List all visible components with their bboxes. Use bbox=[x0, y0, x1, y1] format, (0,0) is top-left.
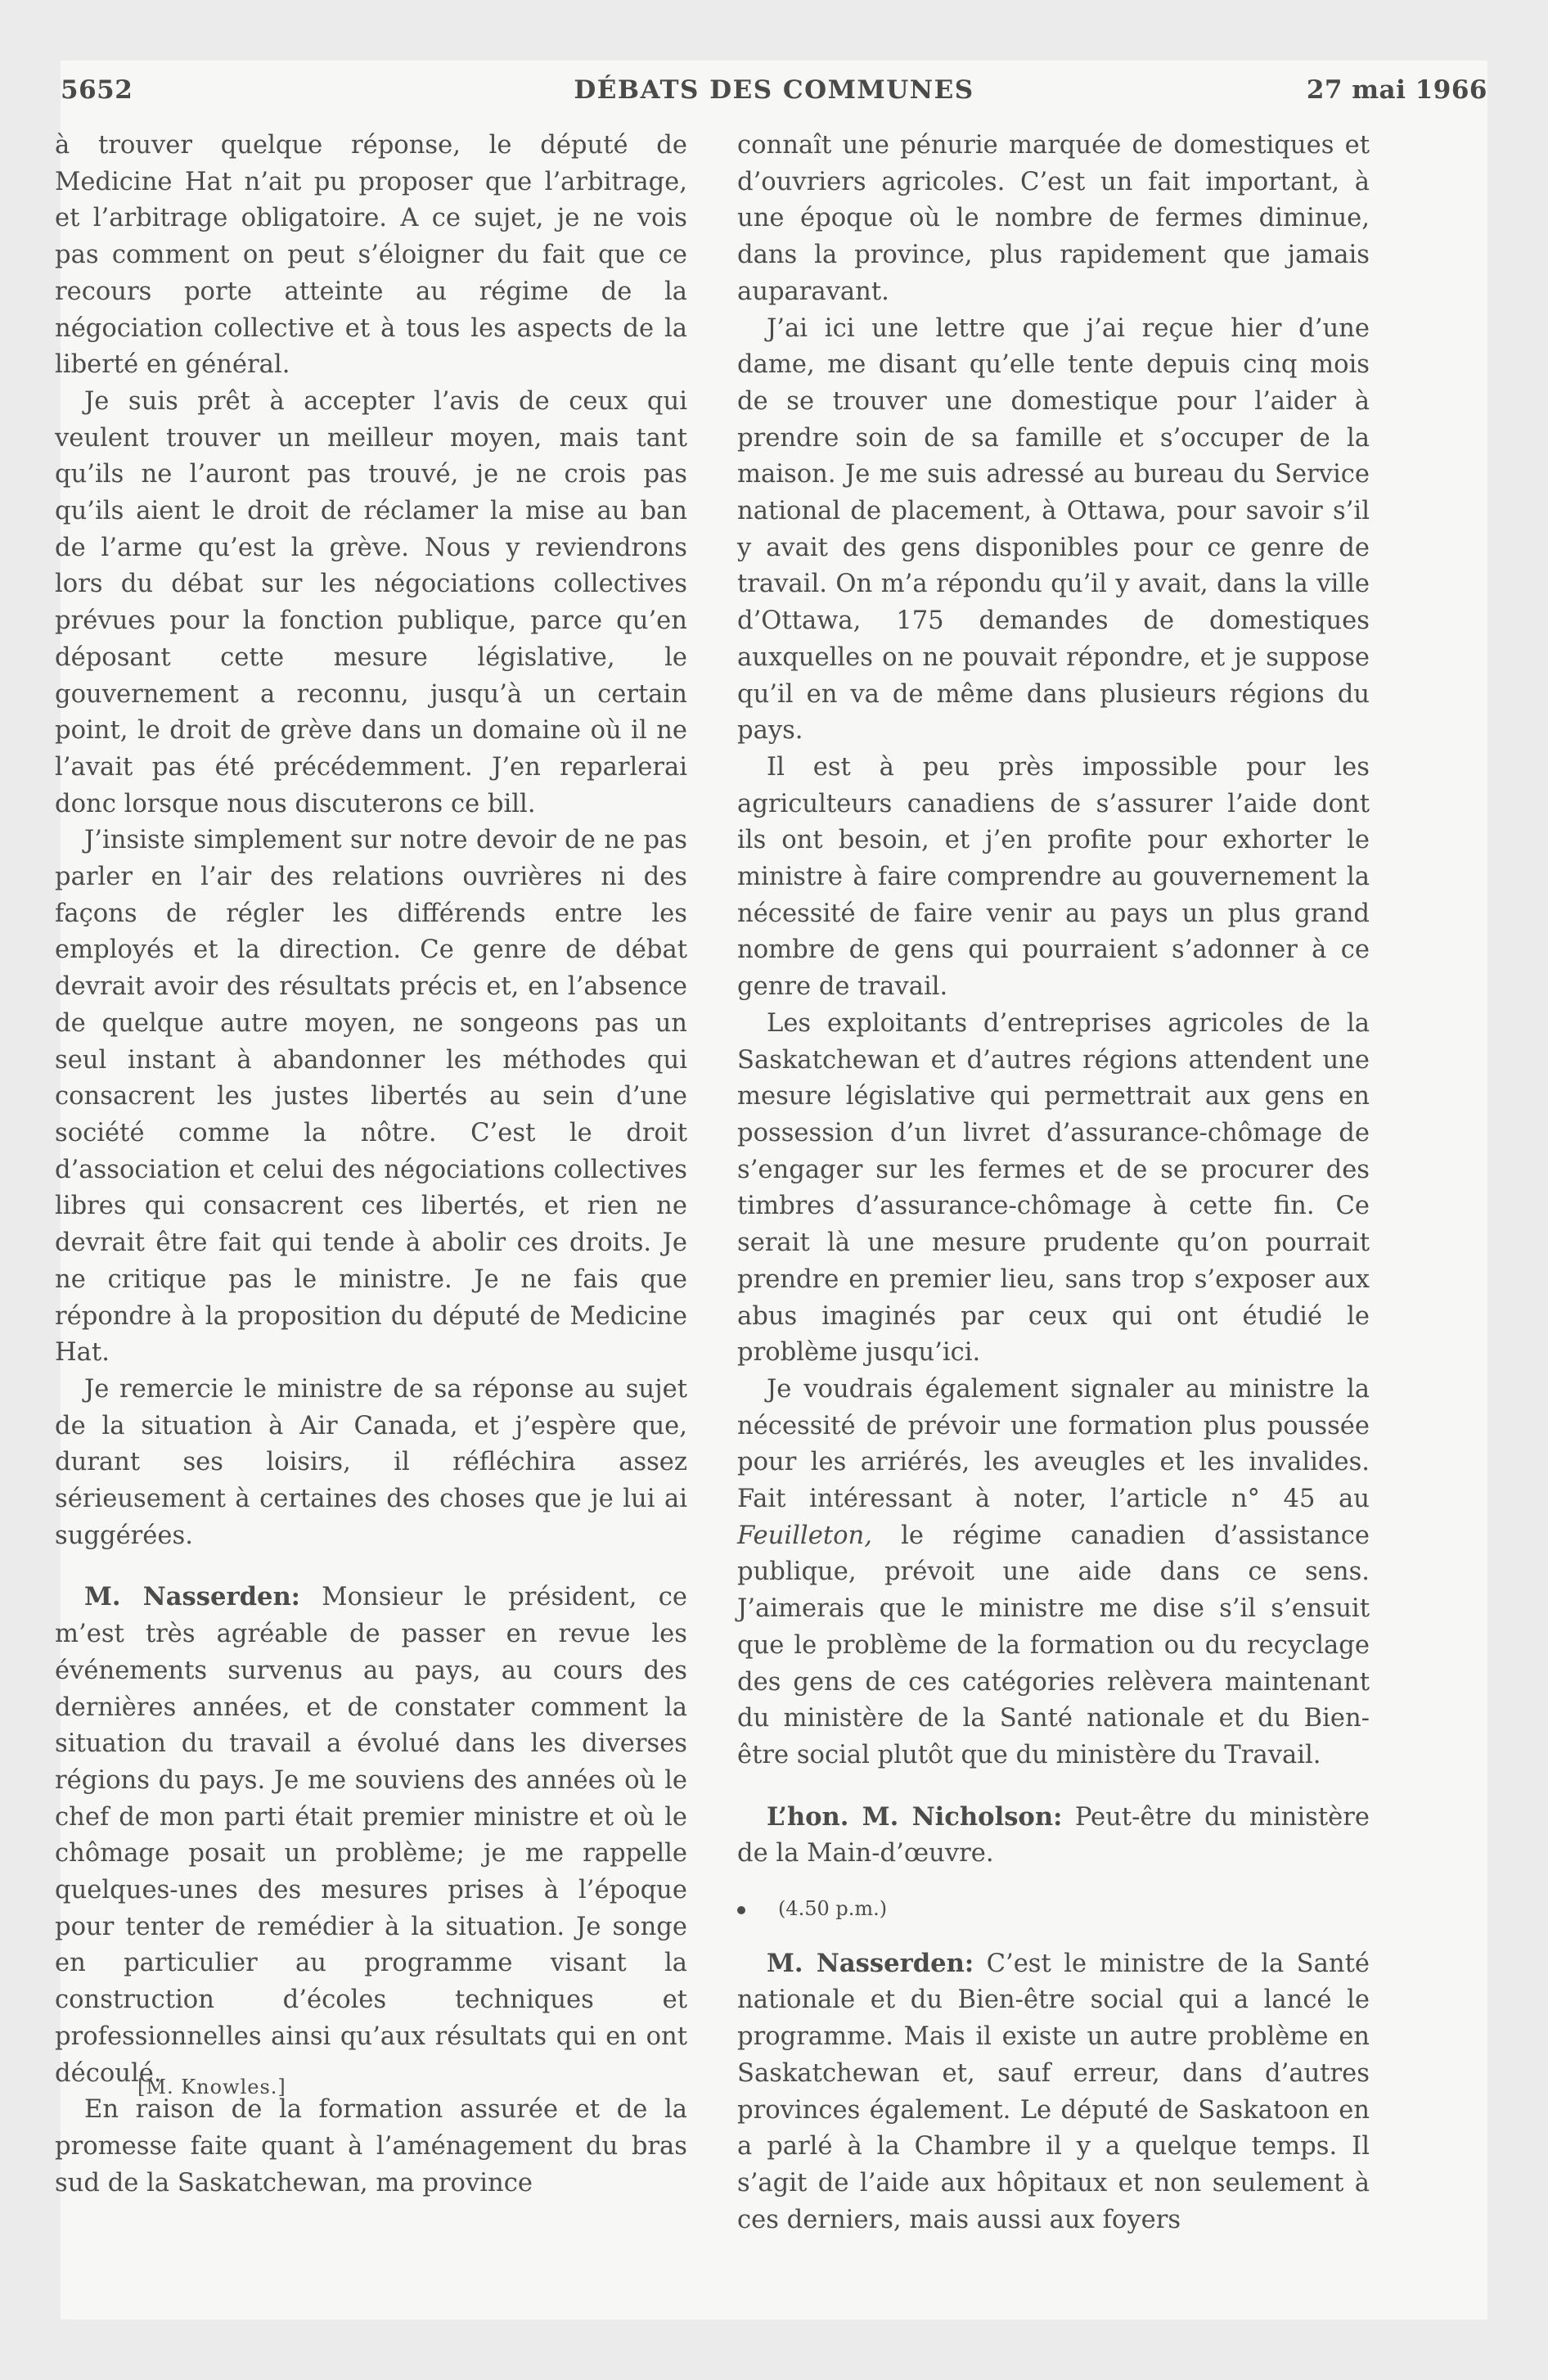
speaker-name: M. Nasserden: bbox=[767, 1948, 974, 1978]
speaker-paragraph bbox=[737, 1945, 1370, 2239]
speaker-paragraph bbox=[55, 1579, 687, 2092]
speech-text: Monsieur le président, ce m’est très agréable de passer en revue les événements survenus au pays, au cours des dernières années, et de constater comment la situation du travail a évolué dans les diverses régions du pays. Je me souviens des années où le chef de mon parti était premier ministre et où le chômage posait un problème; je me rappelle quelques-unes des mesures prises à l’époque pour tenter de remédier à la situation. Je songe en particulier au programme visant la construction d’écoles techniques et professionnelles ainsi qu’aux résultats qui en ont découlé. bbox=[55, 1583, 687, 2088]
right-column bbox=[737, 128, 1370, 2238]
speaker-footnote: [M. Knowles.] bbox=[137, 2076, 286, 2098]
speech-text: Peut-être du ministère de la Main-d’œuvre. bbox=[737, 1802, 1370, 1868]
page-number: 5652 bbox=[61, 75, 133, 105]
speaker-name: M. Nasserden: bbox=[84, 1582, 300, 1612]
paragraph-text: le régime canadien d’assistance publique, prévoit une aide dans ce sens. J’aimerais que le ministre me dise s’il s’ensuit que le problème de la formation ou du recyclage des gens de ces catégories relèvera maintenant du ministère de la Santé nationale et du Bien-être social plutôt que du ministère du Travail. bbox=[737, 1521, 1370, 1769]
publication-title: DÉBATS DES COMMUNES bbox=[574, 75, 974, 105]
paragraph: Les exploitants d’entreprises agricoles de la Saskatchewan et d’autres régions attendent une mesure législative qui permettrait aux gens en possession d’un livret d’assurance-chômage de s’engager sur les fermes et de se procurer des timbres d’assurance-chômage à cette fin. Ce serait là une mesure prudente qu’on pourrait prendre en premier lieu, sans trop s’exposer aux abus imaginés par ceux qui ont étudié le problème jusqu’ici. bbox=[737, 1008, 1370, 1368]
italic-text: Feuilleton, bbox=[737, 1521, 872, 1550]
left-column bbox=[55, 128, 687, 2202]
paragraph: J’ai ici une lettre que j’ai reçue hier d’une dame, me disant qu’elle tente depuis cinq mois de se trouver une domestique pour l’aider à prendre soin de sa famille et s’occuper de la maison. Je me suis adressé au bureau du Service national de placement, à Ottawa, pour savoir s’il y avait des gens disponibles pour ce genre de travail. On m’a répondu qu’il y avait, dans la ville d’Ottawa, 175 demandes de domestiques auxquelles on ne pouvait répondre, et je suppose qu’il en va de même dans plusieurs régions du pays. bbox=[737, 313, 1370, 746]
speech-text: C’est le ministre de la Santé nationale et du Bien-être social qui a lancé le programme. Mais il existe un autre problème en Saskatchewan et, sauf erreur, dans d’autres provinces également. Le député de Saskatoon en a parlé à la Chambre il y a quelque temps. Il s’agit de l’aide aux hôpitaux et non seulement à ces derniers, mais aussi aux foyers bbox=[737, 1949, 1370, 2234]
speaker-name: L’hon. M. Nicholson: bbox=[767, 1801, 1063, 1832]
publication-date: 27 mai 1966 bbox=[1306, 75, 1487, 105]
bullet-icon bbox=[737, 1906, 745, 1914]
paragraph: En raison de la formation assurée et de la promesse faite quant à l’aménagement du bras sud de la Saskatchewan, ma province bbox=[55, 2095, 687, 2197]
time-text: (4.50 p.m.) bbox=[778, 1897, 888, 1921]
paragraph: J’insiste simplement sur notre devoir de ne pas parler en l’air des relations ouvrières ni des façons de régler les différends entre les employés et la direction. Ce genre de débat devrait avoir des résultats précis et, en l’absence de quelque autre moyen, ne songeons pas un seul instant à abandonner les méthodes qui consacrent les justes libertés au sein d’une société comme la nôtre. C’est le droit d’association et celui des négociations collectives libres qui consacrent ces libertés, et rien ne devrait être fait qui tende à abolir ces droits. Je ne critique pas le ministre. Je ne fais que répondre à la proposition du député de Medicine Hat. bbox=[55, 826, 687, 1368]
paragraph-text: Je voudrais également signaler au ministre la nécessité de prévoir une formation plus poussée pour les arriérés, les aveugles et les invalides. Fait intéressant à noter, l’article n° 45 au bbox=[737, 1374, 1370, 1514]
paragraph: Il est à peu près impossible pour les agriculteurs canadiens de s’assurer l’aide dont ils ont besoin, et j’en profite pour exhorter le ministre à faire comprendre au gouvernement la nécessité de faire venir au pays un plus grand nombre de gens qui pourraient s’adonner à ce genre de travail. bbox=[737, 752, 1370, 1002]
time-marker bbox=[737, 1891, 1370, 1927]
speaker-paragraph bbox=[737, 1799, 1370, 1873]
paragraph: Je remercie le ministre de sa réponse au sujet de la situation à Air Canada, et j’espère que, durant ses loisirs, il réfléchira assez sérieusement à certaines des choses que je lui ai suggérées. bbox=[55, 1374, 687, 1550]
page-header bbox=[61, 75, 1487, 124]
paragraph: à trouver quelque réponse, le député de Medicine Hat n’ait pu proposer que l’arbitrage, et l’arbitrage obligatoire. A ce sujet, je ne vois pas comment on peut s’éloigner du fait que ce recours porte atteinte au régime de la négociation collective et à tous les aspects de la liberté en général. bbox=[55, 131, 687, 380]
paragraph bbox=[737, 1372, 1370, 1774]
paragraph: connaît une pénurie marquée de domestiques et d’ouvriers agricoles. C’est un fait important, à une époque où le nombre de fermes diminue, dans la province, plus rapidement que jamais auparavant. bbox=[737, 131, 1370, 306]
paragraph: Je suis prêt à accepter l’avis de ceux qui veulent trouver un meilleur moyen, mais tant qu’ils ne l’auront pas trouvé, je ne crois pas qu’ils aient le droit de réclamer la mise au ban de l’arme qu’est la grève. Nous y reviendrons lors du débat sur les négociations collectives prévues pour la fonction publique, parce qu’en déposant cette mesure législative, le gouvernement a reconnu, jusqu’à un certain point, le droit de grève dans un domaine où il ne l’avait pas été précédemment. J’en reparlerai donc lorsque nous discuterons ce bill. bbox=[55, 386, 687, 818]
